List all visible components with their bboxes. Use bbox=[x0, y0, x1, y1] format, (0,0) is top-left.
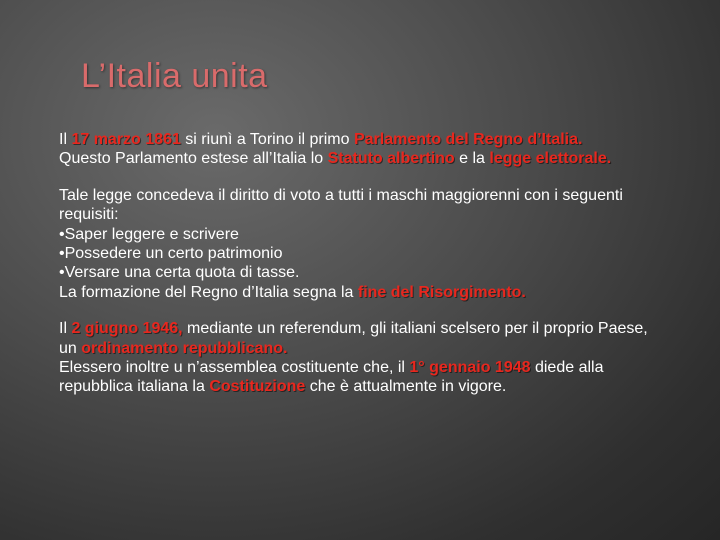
highlight-statuto: Statuto albertino bbox=[327, 150, 455, 168]
text: si riunì a Torino il primo bbox=[180, 131, 354, 148]
paragraph-voting-law bbox=[59, 186, 659, 225]
text: mediante un referendum, gli italiani scelsero per il proprio Paese, un bbox=[59, 320, 648, 357]
highlight-risorgimento: fine del Risorgimento. bbox=[357, 283, 526, 301]
text: Il bbox=[59, 131, 72, 148]
highlight-date: 1° gennaio 1948 bbox=[409, 359, 531, 377]
highlight-date: 2 giugno 1946, bbox=[71, 320, 183, 338]
highlight-parliament: Parlamento del Regno d’Italia. bbox=[353, 131, 583, 148]
paragraph-first-parliament bbox=[59, 130, 659, 149]
paragraph-statuto bbox=[59, 149, 659, 168]
text: Il bbox=[59, 320, 72, 338]
highlight-repubblica: ordinamento repubblicano. bbox=[81, 339, 288, 357]
bullet-item: •Versare una certa quota di tasse. bbox=[59, 264, 300, 282]
text: che è attualmente in vigore. bbox=[305, 378, 507, 396]
spacer bbox=[59, 302, 659, 319]
text: La formazione del Regno d’Italia segna la bbox=[59, 283, 358, 301]
spacer bbox=[59, 169, 659, 186]
text: Questo Parlamento estese all’Italia lo bbox=[59, 150, 328, 168]
slide-body bbox=[59, 130, 659, 397]
text: Elessero inoltre u n’assemblea costituente che, il bbox=[59, 359, 410, 377]
slide-title: L’Italia unita bbox=[81, 57, 268, 95]
paragraph-referendum bbox=[59, 319, 659, 358]
text: Tale legge concedeva il diritto di voto a tutti i maschi maggiorenni con i seguenti requisiti: bbox=[59, 186, 623, 224]
paragraph-risorgimento bbox=[59, 283, 659, 302]
bullet-item: •Saper leggere e scrivere bbox=[59, 225, 239, 243]
highlight-legge: legge elettorale. bbox=[489, 150, 612, 168]
text: diede alla repubblica italiana la bbox=[59, 359, 604, 396]
text: e la bbox=[454, 150, 490, 168]
highlight-costituzione: Costituzione bbox=[209, 378, 306, 396]
bullet-item: •Possedere un certo patrimonio bbox=[59, 245, 283, 263]
highlight-date: 17 marzo 1861 bbox=[71, 131, 181, 148]
paragraph-costituzione bbox=[59, 358, 659, 397]
